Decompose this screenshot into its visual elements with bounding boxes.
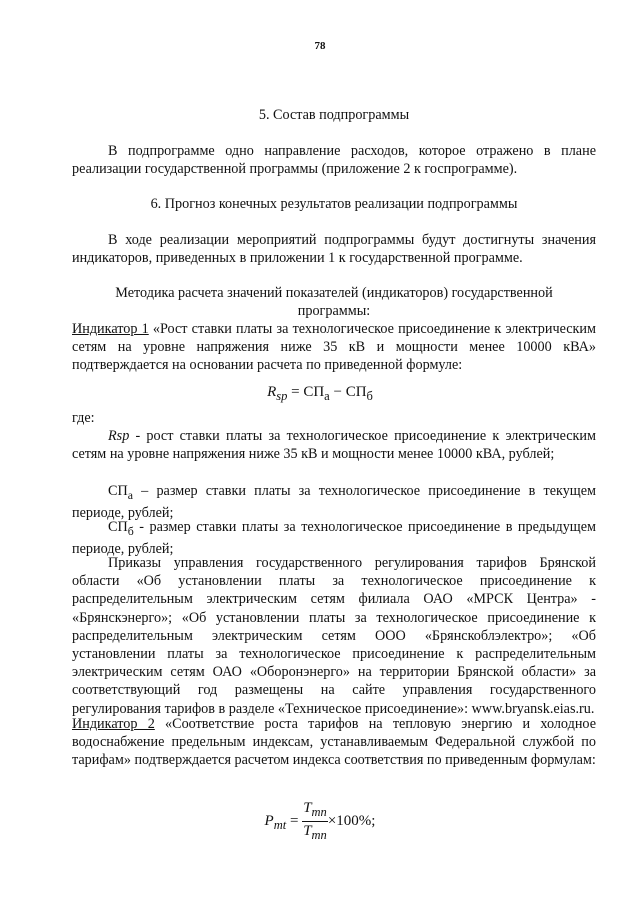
formula2-den-var: T bbox=[303, 823, 312, 839]
indicator1-text: «Рост ставки платы за технологическое присоединение к электрическим сетям на уровне напряжения ниже 35 кВ и мощности менее 10000 кВА» подтверждается на основании расчета по приведенной формуле: bbox=[72, 321, 596, 374]
formula2-fraction bbox=[302, 800, 328, 843]
indicator2-text: «Соответствие роста тарифов на тепловую энергию и холодное водоснабжение предельным индексам, устанавливаемым Федеральной службой по тарифам» подтверждается расчетом индекса соответствия по приведенным формулам: bbox=[72, 716, 596, 769]
page-number: 78 bbox=[314, 40, 326, 52]
formula2-numerator bbox=[302, 800, 328, 822]
definition-spa bbox=[72, 482, 596, 522]
definition-rsp-var: Rsp bbox=[108, 428, 130, 444]
definition-spa-sub: а bbox=[127, 487, 133, 502]
formula1-term-a: = СП bbox=[287, 384, 325, 400]
section6-paragraph: В ходе реализации мероприятий подпрограммы будут достигнуты значения индикаторов, приведенных в приложении 1 к государственной программе. bbox=[72, 232, 596, 267]
formula2-lhs-sub: mt bbox=[273, 817, 287, 832]
indicator2-label: Индикатор 2 bbox=[72, 716, 155, 732]
formula1-term-b: − СП bbox=[329, 384, 367, 400]
formula1-sub-a: а bbox=[324, 389, 330, 403]
formula2-denominator bbox=[302, 822, 328, 843]
definition-spa-text: – размер ставки платы за технологическое присоединение в текущем периоде, рублей; bbox=[72, 483, 596, 522]
orders-paragraph: Приказы управления государственного регулирования тарифов Брянской области «Об установлении платы за технологическое присоединение к распределительным электрическим сетям филиала ОАО «МРСК Центра» - «Брянскэнерго»; «Об установлении платы за технологическое присоединение к распределительным электрическим сетям ООО «Брянскоблэлектро»; «Об установлении платы за технологическое присоединение к распределительным электрическим сетям ОАО «Оборонэнерго» на территории Брянской области» за соответствующий год размещены на сайте управления государственного регулирования тарифов в разделе «Техническое присоединение»: www.bryansk.eias.ru. bbox=[72, 555, 596, 717]
definition-spb bbox=[72, 518, 596, 558]
formula1-lhs-sub: sp bbox=[276, 389, 288, 403]
indicator1-label: Индикатор 1 bbox=[72, 321, 149, 337]
definition-rsp bbox=[72, 427, 596, 463]
formula2-num-sub: mn bbox=[311, 805, 327, 819]
indicator2-paragraph bbox=[72, 715, 596, 770]
indicator1-paragraph bbox=[72, 320, 596, 375]
formula2-num-var: T bbox=[303, 800, 312, 816]
formula2-den-sub: mn bbox=[311, 828, 327, 842]
formula2-tail: ×100%; bbox=[327, 812, 376, 829]
formula2-lhs: P bbox=[264, 812, 274, 829]
indicator1-formula bbox=[0, 384, 640, 404]
section5-paragraph: В подпрограмме одно направление расходов, которое отражено в плане реализации государственной программы (приложение 2 к госпрограмме). bbox=[72, 143, 596, 178]
definition-spb-sub: б bbox=[127, 523, 134, 538]
where-label: где: bbox=[72, 410, 95, 426]
definition-spb-text: - размер ставки платы за технологическое присоединение в предыдущем периоде, рублей; bbox=[72, 519, 596, 558]
indicator2-formula bbox=[0, 800, 640, 843]
section6-heading: 6. Прогноз конечных результатов реализации подпрограммы bbox=[150, 196, 518, 212]
formula1-sub-b: б bbox=[366, 389, 373, 403]
formula1-lhs: R bbox=[267, 384, 277, 400]
definition-spa-var: СП bbox=[108, 483, 128, 499]
methodology-heading: Методика расчета значений показателей (индикаторов) государственной программы: bbox=[115, 285, 553, 320]
definition-rsp-text: - рост ставки платы за технологическое присоединение к электрическим сетям на уровне напряжения ниже 35 кВ и мощности менее 10000 кВА, рублей; bbox=[72, 428, 596, 463]
section5-heading: 5. Состав подпрограммы bbox=[258, 107, 410, 123]
formula2-equals: = bbox=[286, 812, 303, 829]
definition-spb-var: СП bbox=[108, 519, 128, 535]
